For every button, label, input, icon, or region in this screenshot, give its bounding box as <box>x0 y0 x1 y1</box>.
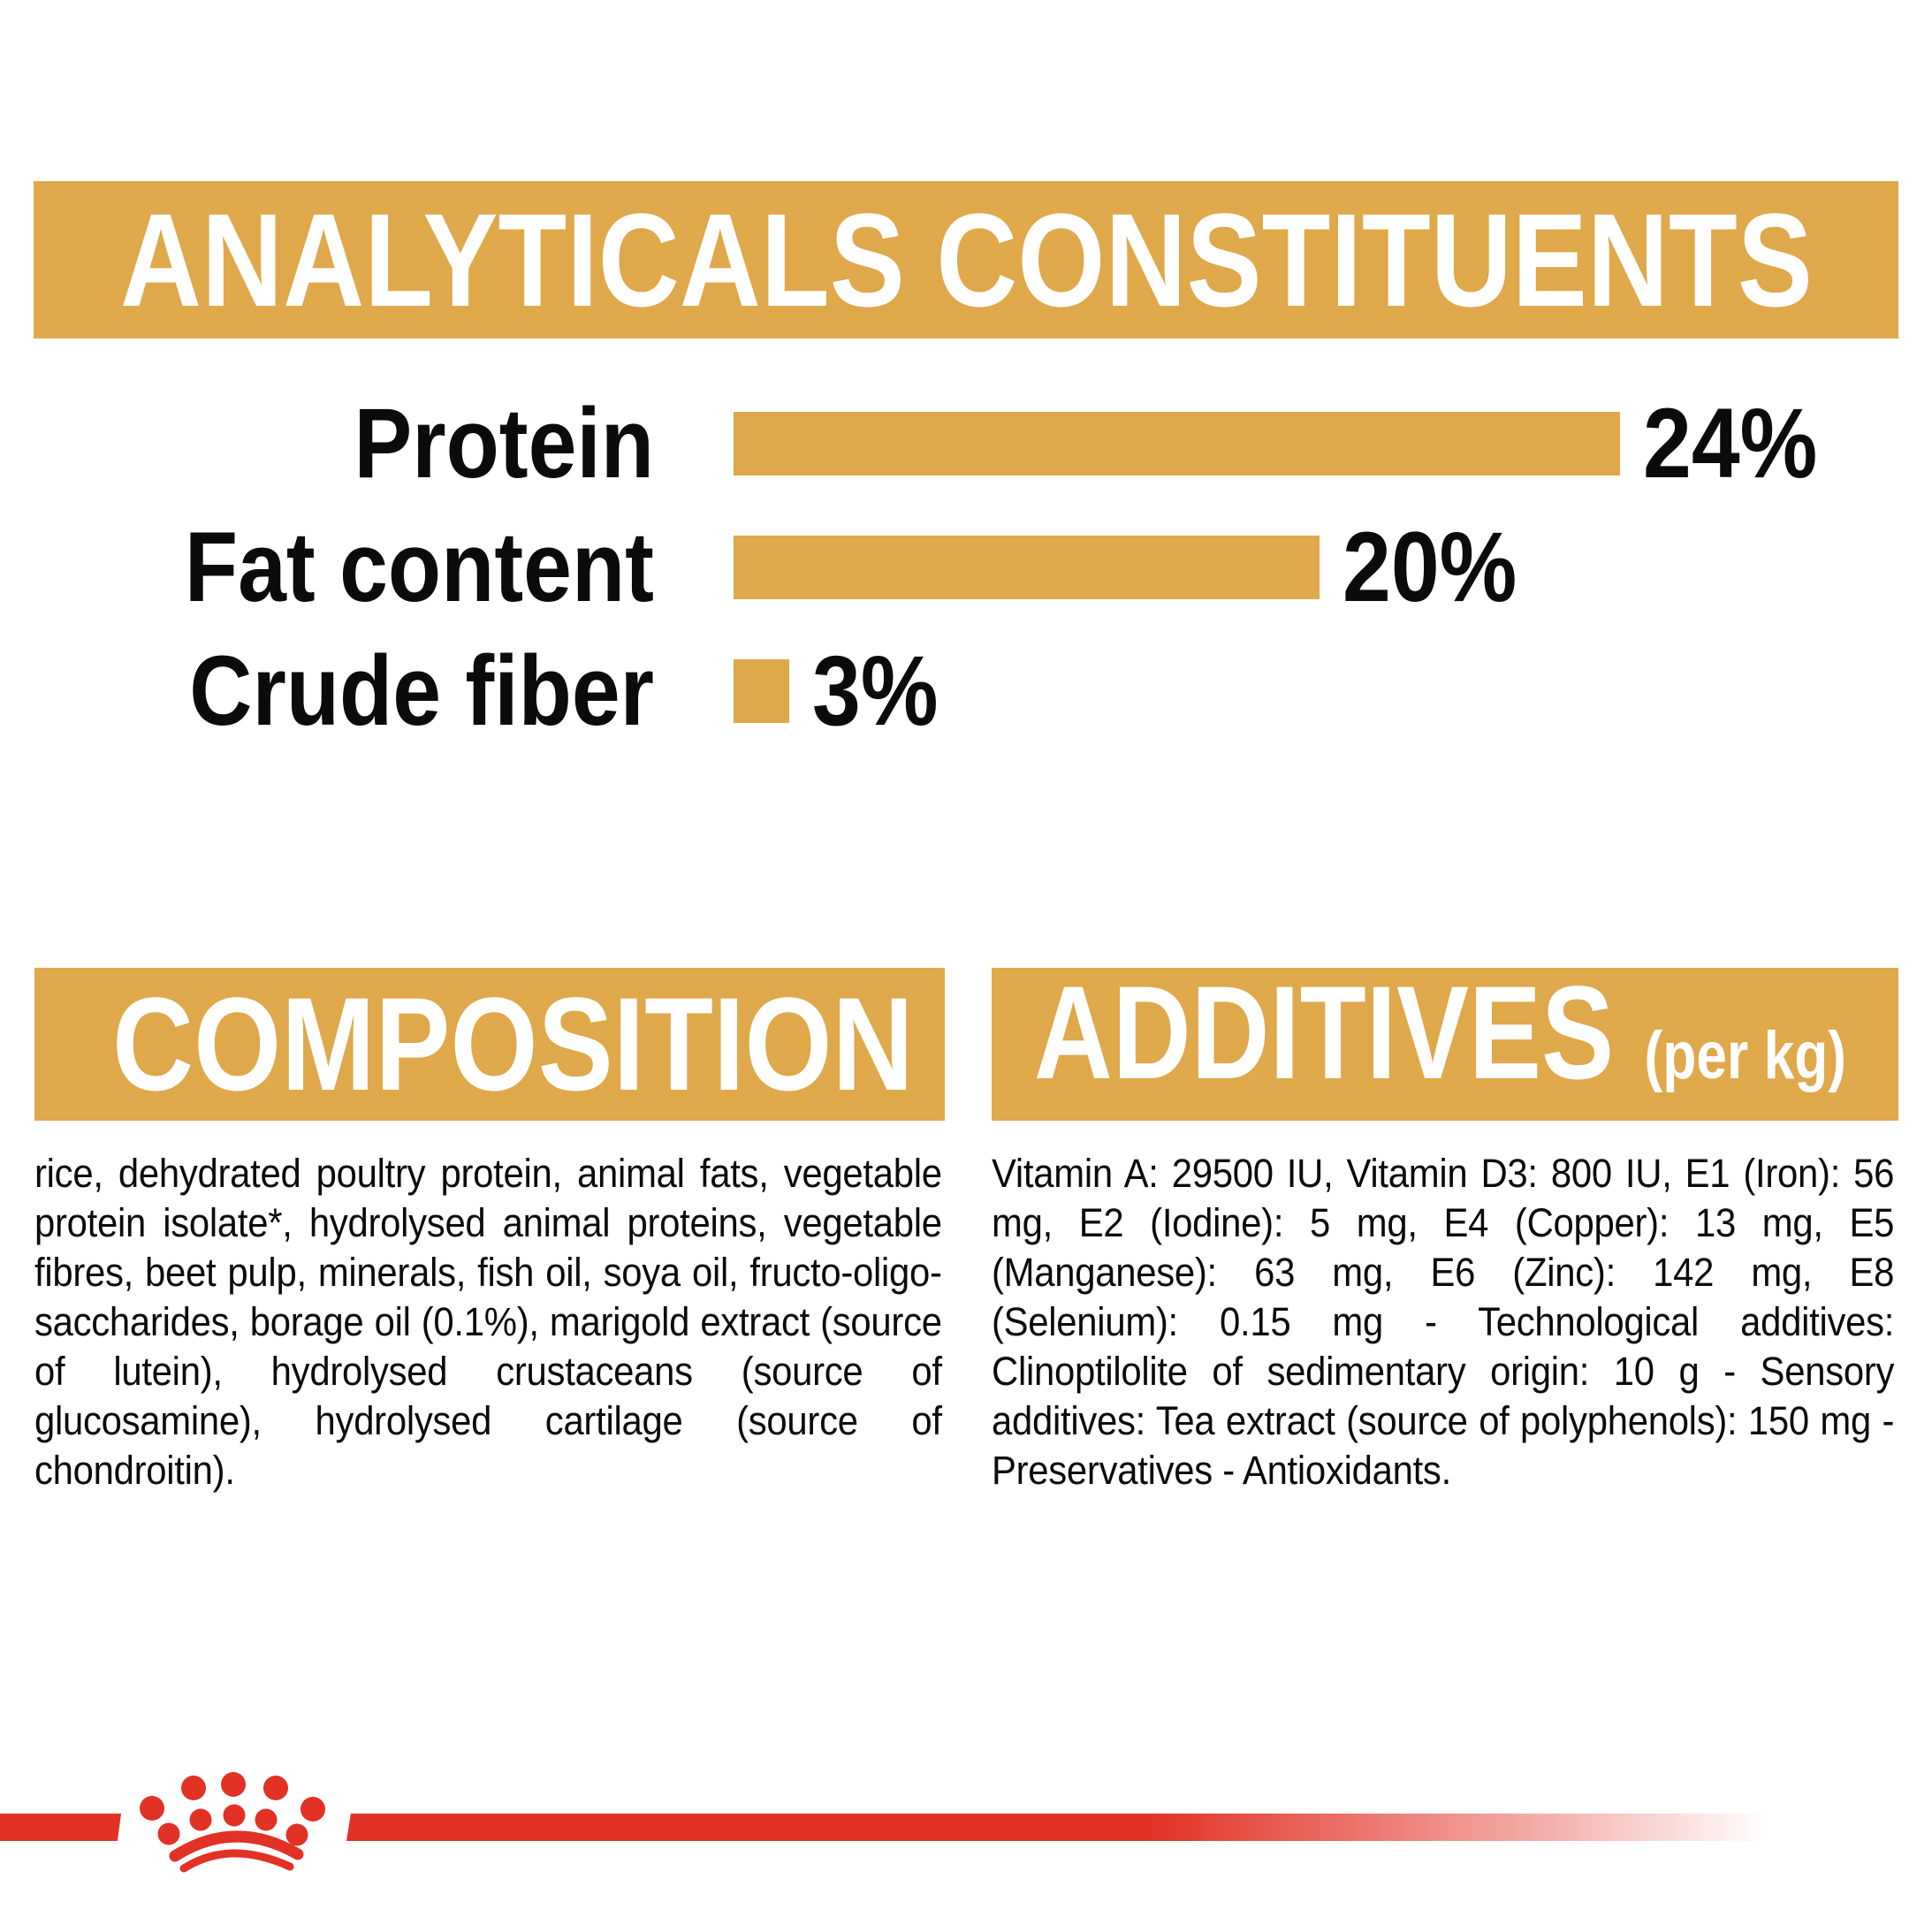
chart-value: 20% <box>1343 512 1517 622</box>
additives-title-row <box>1034 956 1846 1132</box>
chart-bar <box>734 536 1320 599</box>
chart-row <box>0 635 1932 746</box>
brand-stripe-left <box>0 1814 121 1841</box>
additives-title: ADDITIVES <box>1034 958 1615 1107</box>
analytical-constituents-chart <box>0 388 1932 771</box>
chart-value: 3% <box>812 635 939 746</box>
chart-value: 24% <box>1643 388 1818 498</box>
additives-body: Vitamin A: 29500 IU, Vitamin D3: 800 IU, E1 (Iron): 56 mg, E2 (Iodine): 5 mg, E4 (Copper): 13 mg, E5 (Manganese): 63 mg, E6 (Zinc): 142 mg, E8 (Selenium): 0.15 mg - Technological additives: Clinoptilolite of sedimentary origin: 10 g - Sensory additives: Tea extract (source of polyphenols): 150 mg - Preservatives - Antioxidants. <box>992 1151 1895 1493</box>
chart-row-label: Protein <box>354 388 654 498</box>
composition-title: COMPOSITION <box>112 970 914 1118</box>
crown-logo-icon <box>124 1750 354 1883</box>
brand-stripe-right <box>346 1814 1799 1841</box>
chart-bar <box>734 659 789 723</box>
composition-banner <box>34 968 945 1121</box>
chart-bar <box>734 412 1620 475</box>
chart-row-label: Fat content <box>184 512 655 622</box>
additives-per-kg-label: (per kg) <box>1644 1018 1847 1093</box>
analyticals-banner <box>34 181 1898 338</box>
analyticals-title: ANALYTICALS CONSTITUENTS <box>119 186 1813 334</box>
chart-row-label: Crude fiber <box>189 635 655 746</box>
additives-banner <box>992 958 1898 1121</box>
chart-row <box>0 388 1932 498</box>
composition-body: rice, dehydrated poultry protein, animal fats, vegetable protein isolate*, hydrolysed animal proteins, vegetable fibres, beet pulp, minerals, fish oil, soya oil, fructo-oligo-saccharides, borage oil (0.1%), marigold extract (source of lutein), hydrolysed crustaceans (source of glucosamine), hydrolysed cartilage (source of chondroitin). <box>34 1151 942 1493</box>
chart-row <box>0 512 1932 622</box>
